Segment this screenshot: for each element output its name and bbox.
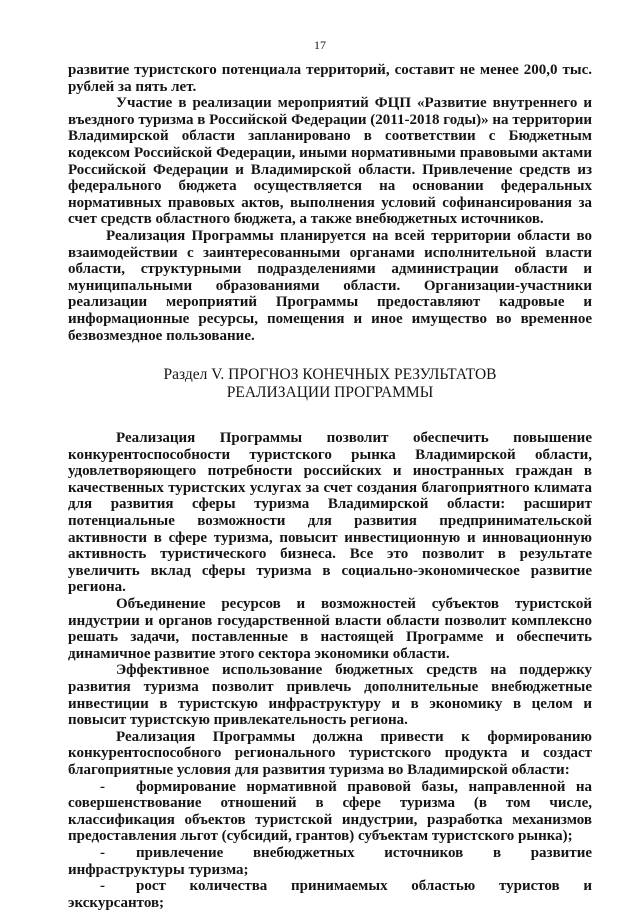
list-item-text: рост количества принимаемых областью туристов и экскурсантов; [68, 878, 592, 911]
list-item-text: формирование нормативной правовой базы, направленной на совершенствование отношений в сфере туризма (в том числе, классификация объектов туристской индустрии, разработка механизмов предоставления льгот (субсидий, грантов) субъектам туристского рынка); [68, 778, 592, 845]
list-dash: - [100, 878, 105, 895]
paragraph-program-territory: Реализация Программы планируется на всей территории области во взаимодействии с заинтересованными органами исполнительной власти области, структурными подразделениями администрации области и муниципальными образованиями области. Организации-участники реализации мероприятий Программы предоставляют кадровые и информационные ресурсы, помещения и иное имущество во временное безвозмездное пользование. [68, 227, 592, 344]
list-item [68, 779, 592, 845]
paragraph-budget-efficiency: Эффективное использование бюджетных средств на поддержку развития туризма позволит привлечь дополнительные внебюджетные инвестиции в туристскую инфраструктуру и в экономику в целом и повысит туристскую привлекательность региона. [68, 662, 592, 729]
paragraph-expected-results: Реализация Программы должна привести к формированию конкурентоспособного регионального туристского продукта и создаст благоприятные условия для развития туризма во Владимирской области: [68, 728, 592, 778]
paragraph-competitiveness: Реализация Программы позволит обеспечить повышение конкурентоспособности туристского рынка Владимирской области, удовлетворяющего потребности российских и иностранных граждан в качественных туристских услугах за счет создания благоприятного климата для развития сферы туризма Владимирской области: расширит потенциальные возможности для развития предпринимательской активности в сфере туризма, повысит инвестиционную и инновационную активность туристического бизнеса. Все это позволит в результате увеличить вклад сферы туризма в социально-экономическое развитие региона. [68, 430, 592, 596]
paragraph-continuation: развитие туристского потенциала территорий, составит не менее 200,0 тыс. рублей за пять лет. [68, 62, 592, 95]
page-number: 17 [314, 38, 326, 52]
section-heading [68, 366, 592, 402]
section-heading-line2: РЕАЛИЗАЦИИ ПРОГРАММЫ [226, 384, 434, 402]
paragraph-fcp-participation: Участие в реализации мероприятий ФЦП «Развитие внутреннего и въездного туризма в Российской Федерации (2011-2018 годы)» на территории Владимирской области запланировано в соответствии с Бюджетным кодексом Российской Федерации, иными нормативными правовыми актами Российской Федерации и Владимирской области. Привлечение средств из федерального бюджета осуществляется на основании федеральных нормативных правовых актов, выполнения условий софинансирования за счет средств областного бюджета, а также внебюджетных источников. [68, 95, 592, 228]
list-item [68, 878, 592, 911]
list-item-text: привлечение внебюджетных источников в развитие инфраструктуры туризма; [68, 844, 592, 878]
document-body [68, 62, 592, 911]
paragraph-resources: Объединение ресурсов и возможностей субъектов туристской индустрии и органов государственной власти области позволит комплексно решать задачи, поставленные в настоящей Программе и обеспечить динамичное развитие этого сектора экономики области. [68, 596, 592, 662]
list-dash: - [100, 844, 105, 861]
list-dash: - [100, 778, 105, 795]
section-heading-line1: Раздел V. ПРОГНОЗ КОНЕЧНЫХ РЕЗУЛЬТАТОВ [163, 366, 497, 384]
list-item [68, 845, 592, 878]
